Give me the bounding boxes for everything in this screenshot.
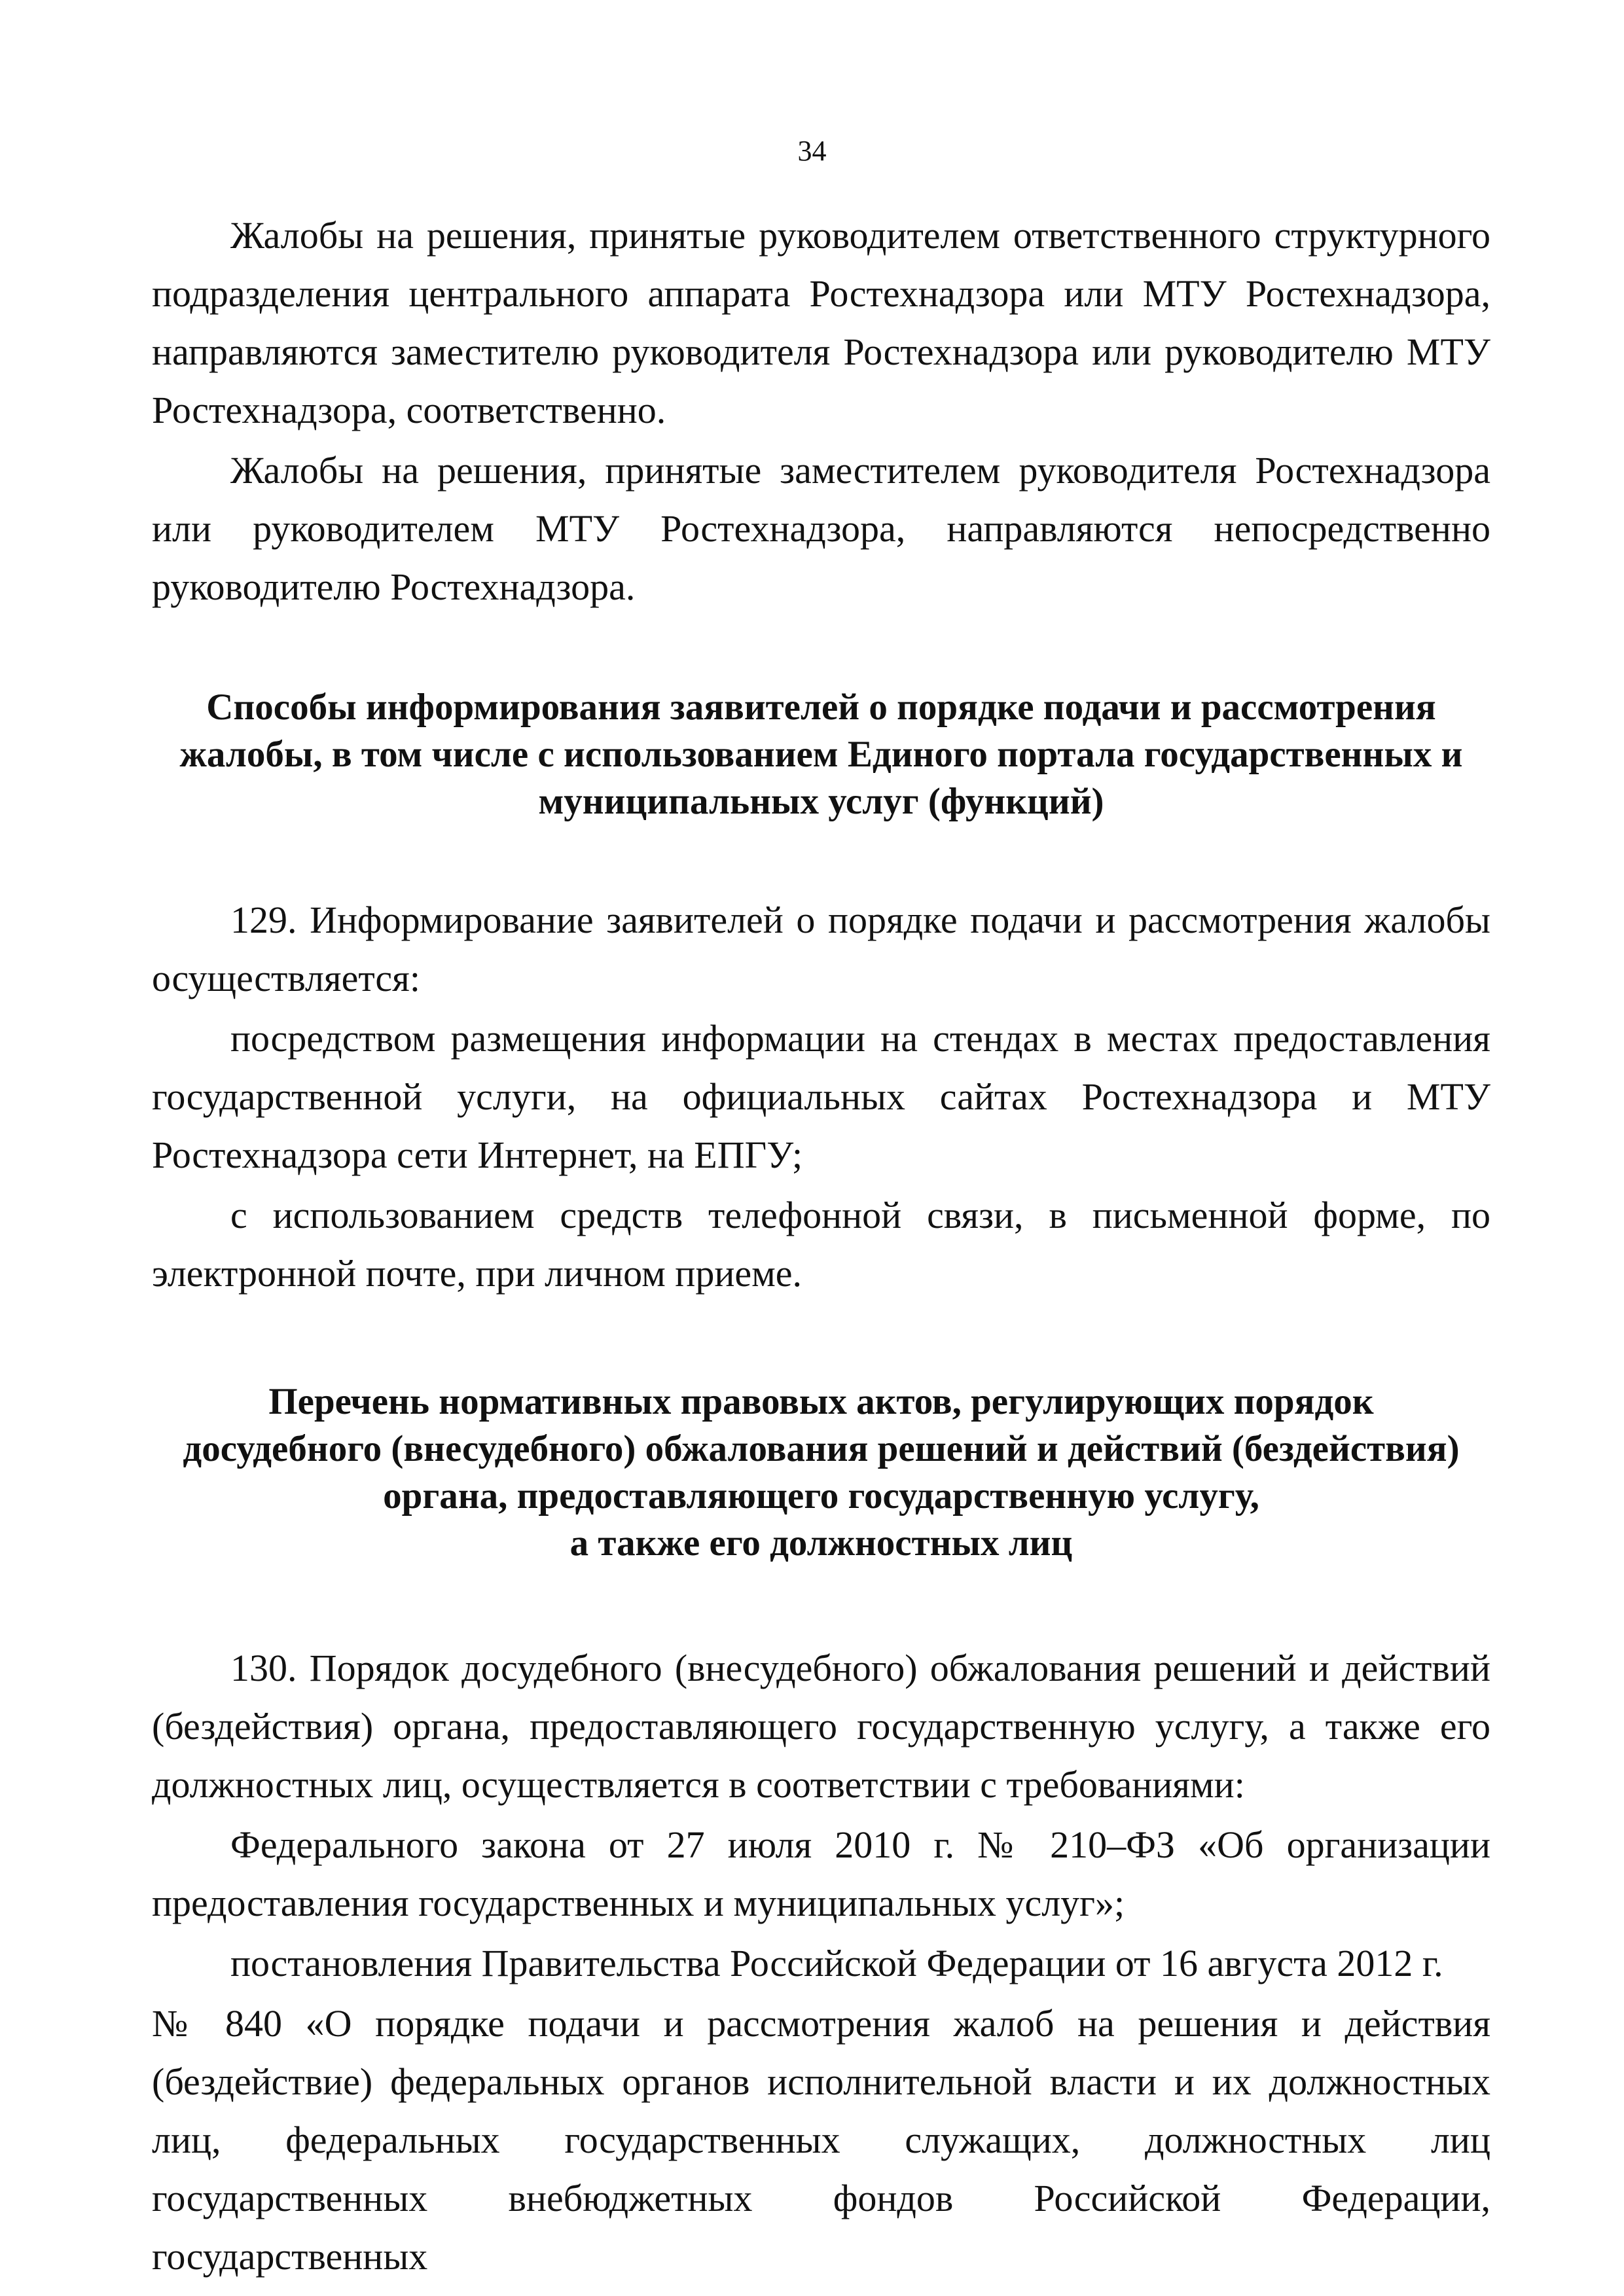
paragraph-government-decree-continued: № 840 «О порядке подачи и рассмотрения жалоб на решения и действия (бездействие) федеральных органов исполнительной власти и их должностных лиц, федеральных государственных служащих, должностных лиц государственных внебюджетных фондов Российской Федерации, государственных <box>152 2002 1490 2278</box>
page-number: 34 <box>797 135 827 167</box>
paragraph-informing-phone: с использованием средств телефонной связи, в письменной форме, по электронной почте, при личном приеме. <box>152 1194 1490 1295</box>
paragraph-federal-law: Федерального закона от 27 июля 2010 г. № 210–ФЗ «Об организации предоставления государственных и муниципальных услуг»; <box>152 1823 1490 1924</box>
paragraph-government-decree-first-line: постановления Правительства Российской Федерации от 16 августа 2012 г. <box>230 1942 1443 1984</box>
paragraph-complaints-deputy: Жалобы на решения, принятые заместителем руководителя Ростехнадзора или руководителем МТУ Ростехнадзора, направляются непосредственно руководителю Ростехнадзора. <box>152 449 1490 608</box>
section-heading-informing <box>152 684 1490 825</box>
heading-line: Способы информирования заявителей о порядке подачи и рассмотрения <box>206 687 1436 728</box>
page-content <box>152 206 1490 2287</box>
paragraph-informing-stands: посредством размещения информации на стендах в местах предоставления государственной услуги, на официальных сайтах Ростехнадзора и МТУ Ростехнадзора сети Интернет, на ЕПГУ; <box>152 1017 1490 1176</box>
paragraph-129: 129. Информирование заявителей о порядке подачи и рассмотрения жалобы осуществляется: <box>152 899 1490 999</box>
heading-line: органа, предоставляющего государственную услугу, <box>383 1475 1259 1516</box>
heading-line: жалобы, в том числе с использованием Единого портала государственных и <box>179 734 1463 775</box>
paragraph-130: 130. Порядок досудебного (внесудебного) обжалования решений и действий (бездействия) органа, предоставляющего государственную услугу, а также его должностных лиц, осуществляется в соответствии с требованиями: <box>152 1647 1490 1806</box>
heading-line: а также его должностных лиц <box>569 1522 1073 1564</box>
heading-line: муниципальных услуг (функций) <box>538 781 1104 822</box>
paragraph-complaints-structural-unit: Жалобы на решения, принятые руководителем ответственного структурного подразделения центрального аппарата Ростехнадзора или МТУ Ростехнадзора, направляются заместителю руководителя Ростехнадзора или руководителю МТУ Ростехнадзора, соответственно. <box>152 214 1490 431</box>
heading-line: досудебного (внесудебного) обжалования решений и действий (бездействия) <box>183 1428 1460 1469</box>
section-heading-regulations <box>152 1378 1490 1567</box>
heading-line: Перечень нормативных правовых актов, регулирующих порядок <box>268 1381 1374 1422</box>
